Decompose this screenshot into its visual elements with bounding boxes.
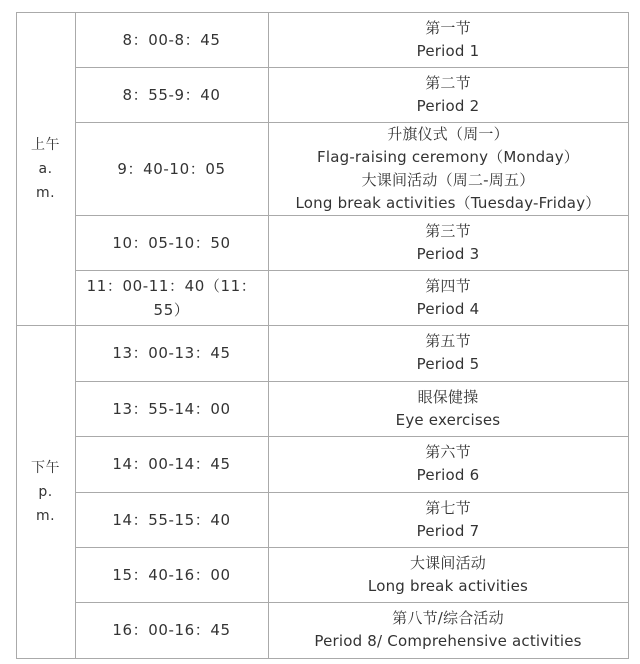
am-label-text: a. [38, 160, 53, 177]
period-name-text: Long break activities [367, 576, 529, 595]
time-slot-text: 15：40-16：00 [112, 565, 231, 584]
period-cell [268, 67, 628, 122]
table-border-bottom [16, 658, 629, 659]
period-name-text: 第一节 [425, 18, 471, 37]
pm-label-text: p. [38, 483, 53, 500]
period-name-text: Period 1 [416, 41, 480, 60]
period-name-text: Period 5 [416, 355, 480, 373]
time-cell [75, 381, 268, 436]
time-slot-text: 55） [153, 300, 190, 319]
time-cell [75, 547, 268, 602]
time-cell [75, 492, 268, 547]
time-slot-text: 9：40-10：05 [117, 159, 226, 178]
period-name-text: 第七节 [425, 498, 471, 517]
period-cell [268, 602, 628, 658]
period-name-text: Period 6 [416, 466, 480, 484]
period-name-text: 第二节 [425, 73, 471, 92]
time-slot-text: 16：00-16：45 [112, 621, 231, 639]
period-cell [268, 436, 628, 492]
table-border-right [628, 12, 629, 659]
time-cell [75, 12, 268, 67]
time-cell [75, 270, 268, 325]
period-name-text: 升旗仪式（周一） [387, 124, 509, 143]
am-label-text: m. [35, 184, 56, 201]
time-slot-text: 14：00-14：45 [112, 455, 231, 473]
period-name-text: Period 3 [416, 244, 480, 263]
period-name-text: 第八节/综合活动 [392, 609, 504, 627]
period-name-text: 第三节 [425, 221, 471, 240]
time-cell [75, 67, 268, 122]
period-cell [268, 270, 628, 325]
period-name-text: 第四节 [425, 276, 471, 295]
period-name-text: Period 8/ Comprehensive activities [314, 632, 582, 650]
period-name-text: Flag-raising ceremony（Monday） [317, 147, 579, 166]
time-cell [75, 436, 268, 492]
time-slot-text: 14：55-15：40 [112, 510, 231, 529]
period-cell [268, 547, 628, 602]
period-name-text: Eye exercises [395, 410, 501, 429]
pm-label [16, 325, 75, 658]
period-cell [268, 492, 628, 547]
period-cell [268, 381, 628, 436]
period-cell [268, 325, 628, 381]
time-slot-text: 13：00-13：45 [112, 344, 231, 362]
time-cell [75, 602, 268, 658]
period-name-text: 第六节 [425, 443, 471, 461]
time-slot-text: 8：55-9：40 [122, 85, 221, 104]
period-name-text: 第五节 [425, 332, 471, 350]
period-name-text: Long break activities（Tuesday-Friday） [295, 193, 601, 212]
period-cell [268, 122, 628, 215]
time-cell [75, 325, 268, 381]
pm-label-text: 下午 [31, 459, 60, 476]
period-name-text: 大课间活动 [409, 553, 486, 572]
period-name-text: 大课间活动（周二-周五） [361, 170, 535, 189]
time-slot-text: 10：05-10：50 [112, 233, 231, 252]
period-name-text: Period 7 [416, 521, 480, 540]
time-cell [75, 215, 268, 270]
pm-label-text: m. [35, 507, 56, 524]
period-name-text: 眼保健操 [417, 387, 479, 406]
time-slot-text: 8：00-8：45 [122, 30, 221, 49]
period-cell [268, 12, 628, 67]
period-name-text: Period 4 [416, 299, 480, 318]
time-slot-text: 11：00-11：40（11： [86, 276, 257, 295]
time-cell [75, 122, 268, 215]
period-cell [268, 215, 628, 270]
am-label [16, 12, 75, 325]
period-name-text: Period 2 [416, 96, 480, 115]
am-label-text: 上午 [31, 136, 60, 153]
time-slot-text: 13：55-14：00 [112, 399, 231, 418]
